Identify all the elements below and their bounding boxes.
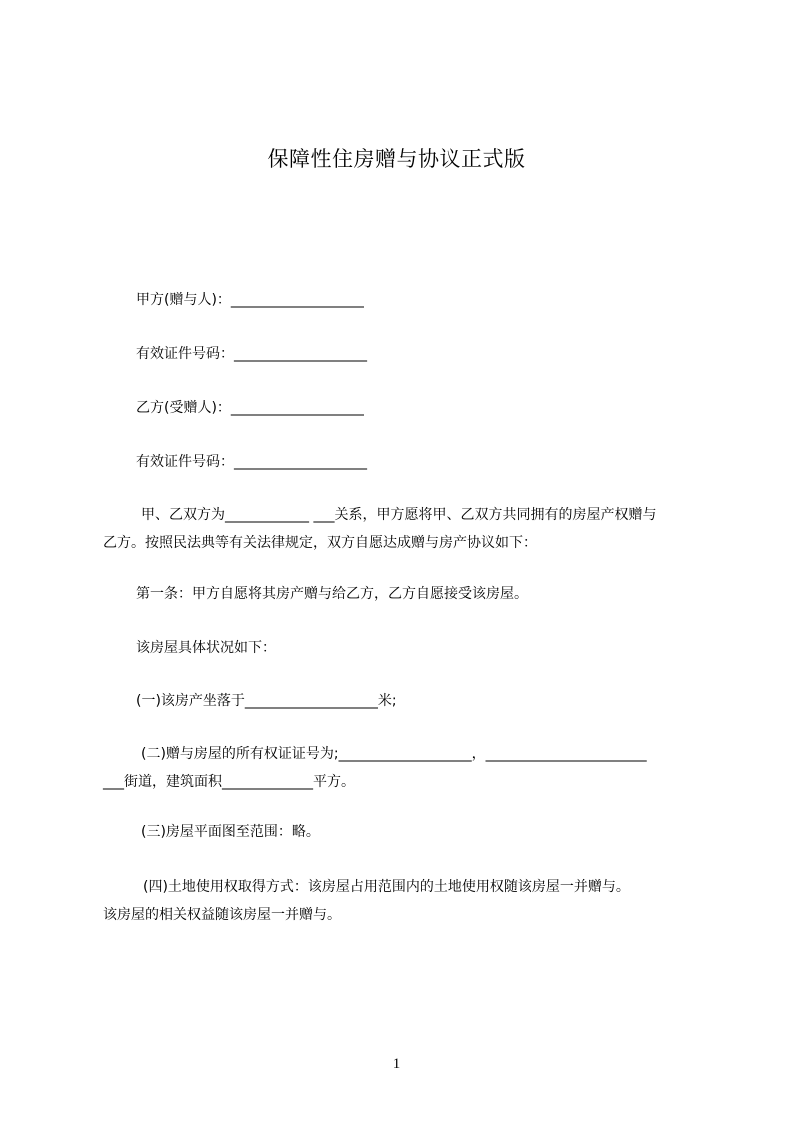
clause-4-line-2: 该房屋的相关权益随该房屋一并赠与。: [103, 907, 341, 923]
clause-2-line-1: (二)赠与房屋的所有权证证号为;___________________，_______________________: [141, 746, 647, 762]
clause-1-location-line: (一)该房产坐落于___________________米;: [136, 693, 397, 709]
property-status-heading: 该房屋具体状况如下：: [136, 640, 276, 656]
document-title: 保障性住房赠与协议正式版: [267, 147, 526, 171]
party-a-donor-line: 甲方(赠与人)：___________________: [136, 292, 364, 308]
party-b-id-line: 有效证件号码：___________________: [136, 454, 367, 470]
article-1-line: 第一条：甲方自愿将其房产赠与给乙方，乙方自愿接受该房屋。: [136, 586, 528, 602]
page-number: 1: [392, 1056, 401, 1072]
party-a-id-line: 有效证件号码：___________________: [136, 346, 367, 362]
clause-2-line-2: ___街道，建筑面积_____________平方。: [103, 774, 355, 790]
party-b-recipient-line: 乙方(受赠人)：___________________: [136, 400, 364, 416]
preamble-line-1: 甲、乙双方为____________ ___关系，甲方愿将甲、乙双方共同拥有的房屋产权赠与: [141, 507, 657, 523]
clause-4-line-1: (四)土地使用权取得方式：该房屋占用范围内的土地使用权随该房屋一并赠与。: [143, 879, 630, 895]
clause-3-line: (三)房屋平面图至范围：略。: [141, 824, 320, 840]
preamble-line-2: 乙方。按照民法典等有关法律规定，双方自愿达成赠与房产协议如下：: [103, 535, 537, 551]
